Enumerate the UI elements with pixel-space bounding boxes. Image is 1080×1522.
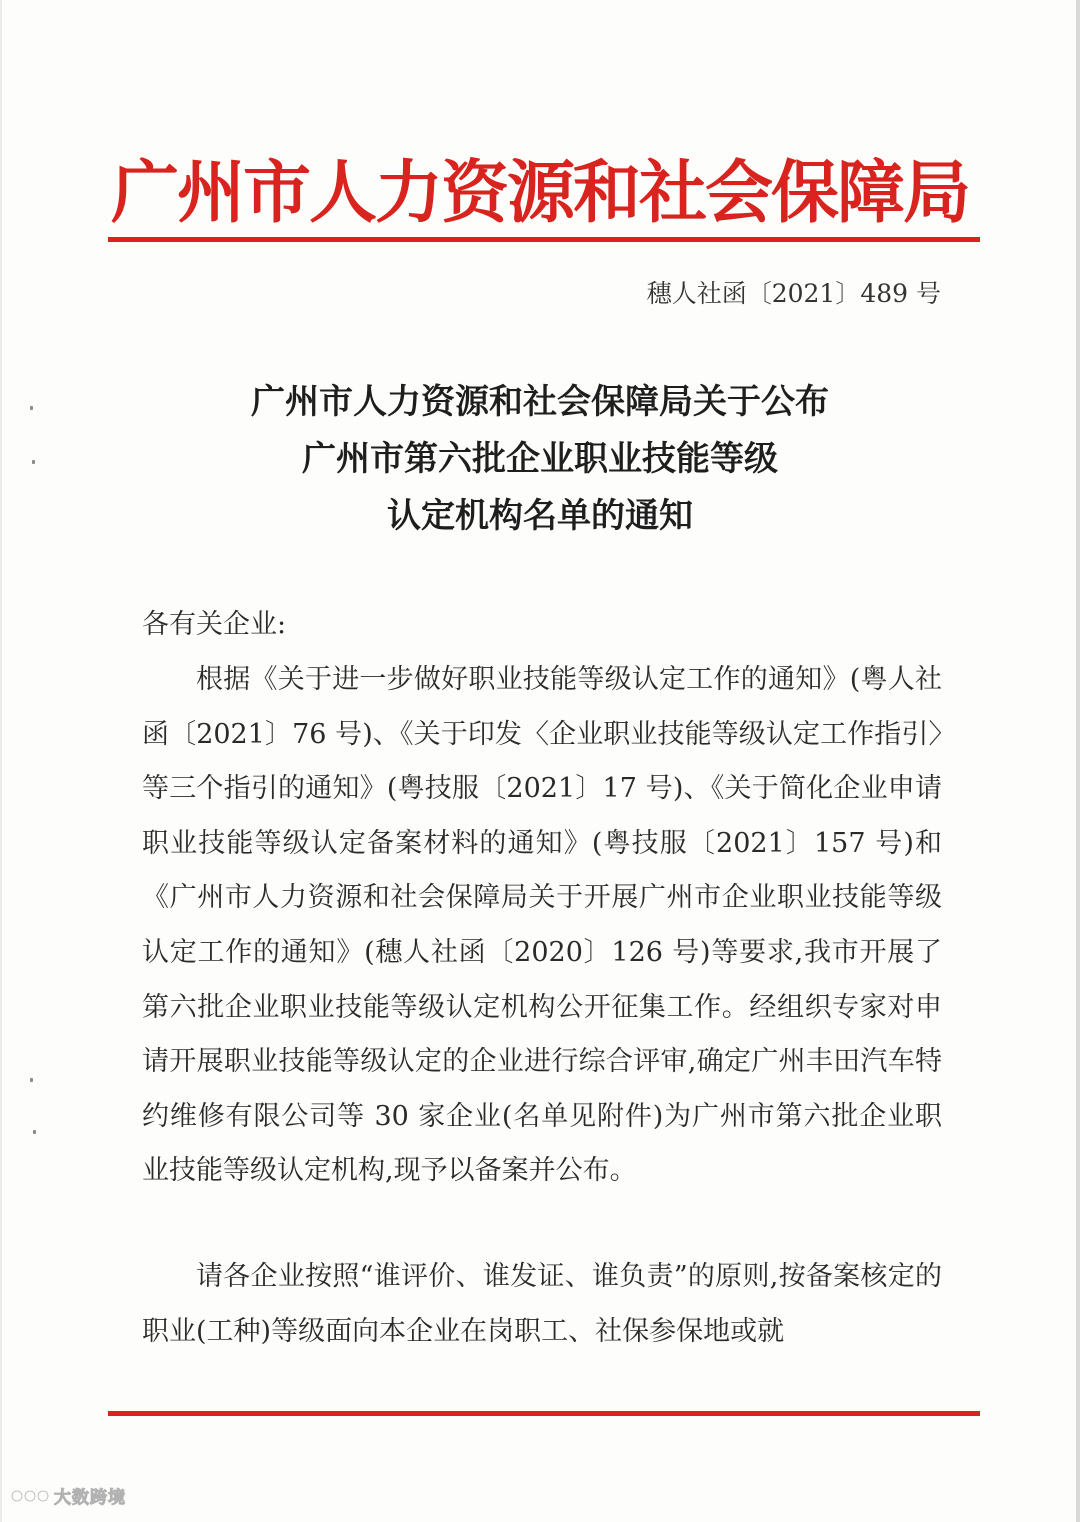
scan-right-edge bbox=[1076, 0, 1080, 1522]
document-number: 穗人社函〔2021〕489 号 bbox=[646, 279, 941, 308]
watermark bbox=[10, 1483, 126, 1508]
scan-mark bbox=[30, 406, 33, 410]
scan-left-edge bbox=[0, 0, 2, 1522]
scan-mark bbox=[33, 1130, 36, 1134]
scan-mark bbox=[30, 1078, 33, 1082]
scan-mark bbox=[32, 460, 35, 464]
salutation: 各有关企业: bbox=[142, 609, 287, 640]
notice-title-line: 广州市人力资源和社会保障局关于公布 bbox=[251, 382, 829, 422]
watermark-text: 大数跨境 bbox=[54, 1488, 126, 1508]
body-paragraph-requirements: 请各企业按照“谁评价、谁发证、谁负责”的原则,按备案核定的职业(工种)等级面向本企业在岗职工、社保参保地或就 bbox=[142, 1261, 942, 1347]
body-paragraph-basis: 根据《关于进一步做好职业技能等级认定工作的通知》(粤人社函〔2021〕76 号)、《关于印发〈企业职业技能等级认定工作指引〉等三个指引的通知》(粤技服〔2021〕17 号)、《关于简化企业申请职业技能等级认定备案材料的通知》(粤技服〔2021〕157 号)和《广州市人力资源和社会保障局关于开展广州市企业职业技能等级认定工作的通知》(穗人社函〔2020〕126 号)等要求,我市开展了第六批企业职业技能等级认定机构公开征集工作。经组织专家对申请开展职业技能等级认定的企业进行综合评审,确定广州丰田汽车特约维修有限公司等 30 家企业(名单见附件)为广州市第六批企业职业技能等级认定机构,现予以备案并公布。 bbox=[142, 664, 942, 1187]
notice-title-line: 广州市第六批企业职业技能等级 bbox=[302, 439, 778, 479]
notice-title-line: 认定机构名单的通知 bbox=[387, 496, 693, 536]
letterhead-organization: 广州市人力资源和社会保障局 bbox=[110, 153, 969, 233]
notice-title bbox=[100, 374, 980, 545]
footer-divider bbox=[108, 1411, 980, 1416]
watermark-logo-icon bbox=[10, 1487, 50, 1505]
letterhead-divider bbox=[108, 237, 980, 242]
